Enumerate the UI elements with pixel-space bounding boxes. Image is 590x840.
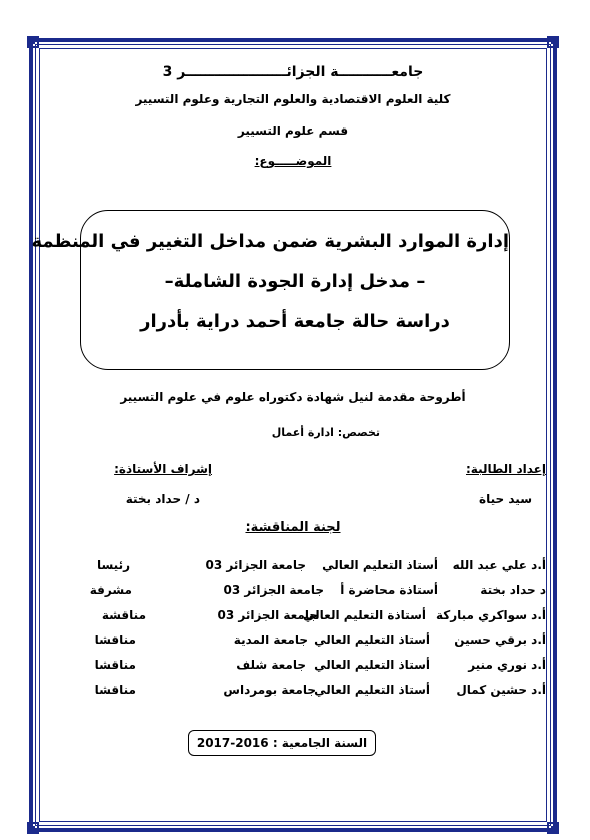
committee-row xyxy=(40,633,546,651)
specialty: تخصص: ادارة أعمال xyxy=(271,426,380,439)
title-box xyxy=(31,210,510,370)
member-role: مشرفة xyxy=(89,583,132,597)
member-name: أ.د برقي حسين xyxy=(454,633,546,647)
title-line-1: إدارة الموارد البشرية ضمن مداخل التغيير في المنظمة xyxy=(31,231,509,252)
member-institution: جامعة الجزائر 03 xyxy=(205,558,306,572)
member-rank: أستاذ التعليم العالي xyxy=(322,558,438,572)
member-role: رئيسا xyxy=(96,558,130,572)
university-name: جامعـــــــــــة الجزائـــــــــــــــــــــر 3 xyxy=(162,64,424,80)
department-name: قسم علوم التسيير xyxy=(237,124,349,138)
member-role: مناقشة xyxy=(101,608,146,622)
committee-row xyxy=(40,583,546,601)
corner-ornament-icon xyxy=(547,36,559,48)
member-institution: جامعة الجزائر 03 xyxy=(217,608,318,622)
member-role: مناقشا xyxy=(94,683,136,697)
member-institution: جامعة المدية xyxy=(233,633,308,647)
member-institution: جامعة الجزائر 03 xyxy=(223,583,324,597)
student-name: سيد حياة xyxy=(479,492,532,506)
member-name: د حداد بختة xyxy=(480,583,546,597)
subject-label: الموضـــــوع: xyxy=(254,154,332,168)
member-rank: أستاذة محاضرة أ xyxy=(340,583,438,597)
member-name: أ.د حشين كمال xyxy=(456,683,546,697)
member-rank: أستاذ التعليم العالي xyxy=(314,658,430,672)
committee-row xyxy=(40,658,546,676)
prepared-by-label: إعداد الطالبة: xyxy=(466,462,546,476)
committee-row xyxy=(40,683,546,701)
supervision-label: إشراف الأستاذة: xyxy=(114,462,212,476)
title-line-3: دراسة حالة جامعة أحمد دراية بأدرار xyxy=(140,311,450,332)
member-name: أ.د علي عبد الله xyxy=(452,558,546,572)
committee-label: لجنة المناقشة: xyxy=(245,520,341,535)
corner-ornament-icon xyxy=(27,822,39,834)
member-institution: جامعة بومرداس xyxy=(223,683,316,697)
member-name: أ.د سواكري مباركة xyxy=(435,608,546,622)
supervisor-name: د / حداد بختة xyxy=(125,492,200,506)
member-role: مناقشا xyxy=(94,658,136,672)
cover-page xyxy=(31,50,546,820)
faculty-name: كلية العلوم الاقتصادية والعلوم التجارية وعلوم التسيير xyxy=(135,92,451,106)
committee-row xyxy=(40,608,546,626)
committee-row xyxy=(40,558,546,576)
corner-ornament-icon xyxy=(27,36,39,48)
member-institution: جامعة شلف xyxy=(236,658,306,672)
corner-ornament-icon xyxy=(547,822,559,834)
academic-year-box xyxy=(188,730,376,756)
title-line-2: – مدخل إدارة الجودة الشاملة– xyxy=(164,271,426,292)
member-name: أ.د نوري منير xyxy=(468,658,546,672)
member-rank: أستاذة التعليم العالي xyxy=(303,608,426,622)
member-role: مناقشا xyxy=(94,633,136,647)
academic-year: السنة الجامعية : 2016-2017 xyxy=(196,736,368,750)
member-rank: أستاذ التعليم العالي xyxy=(314,683,430,697)
thesis-description: أطروحة مقدمة لنيل شهادة دكتوراه علوم في علوم التسيير xyxy=(120,390,466,404)
member-rank: أستاذ التعليم العالي xyxy=(314,633,430,647)
